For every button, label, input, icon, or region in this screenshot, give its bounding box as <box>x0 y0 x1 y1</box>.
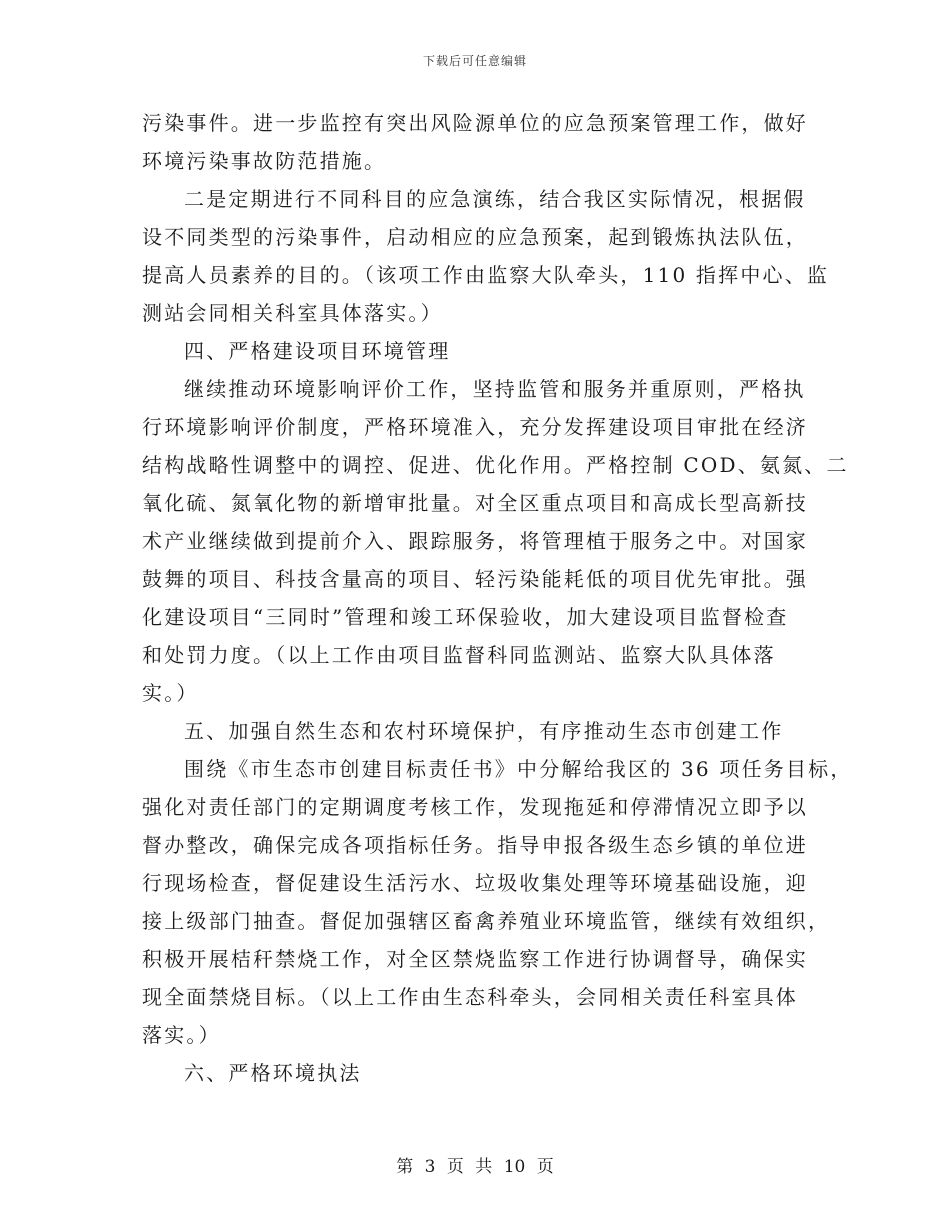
text-line: 落实。） <box>142 1023 221 1047</box>
text-line: 和处罚力度。（以上工作由项目监督科同监测站、监察大队具体落 <box>142 643 776 667</box>
text-line: 结构战略性调整中的调控、促进、优化作用。严格控制 COD、氨氮、二 <box>142 453 849 477</box>
text-line: 二是定期进行不同科目的应急演练，结合我区实际情况，根据假 <box>184 187 806 211</box>
text-line: 接上级部门抽查。督促加强辖区畜禽养殖业环境监管，继续有效组织， <box>142 909 831 933</box>
body-text <box>142 104 853 1092</box>
text-line: 提高人员素养的目的。（该项工作由监察大队牵头，110 指挥中心、监 <box>142 263 830 287</box>
text-line: 术产业继续做到提前介入、跟踪服务，将管理植于服务之中。对国家 <box>142 529 808 553</box>
text-line: 行环境影响评价制度，严格环境准入，充分发挥建设项目审批在经济 <box>142 415 808 439</box>
page-number: 第 3 页 共 10 页 <box>396 1157 554 1177</box>
text-line: 设不同类型的污染事件，启动相应的应急预案，起到锻炼执法队伍， <box>142 225 808 249</box>
text-line: 现全面禁烧目标。（以上工作由生态科牵头，会同相关责任科室具体 <box>142 985 798 1009</box>
text-line: 氧化硫、氮氧化物的新增审批量。对全区重点项目和高成长型高新技 <box>142 491 808 515</box>
section-heading: 六、严格环境执法 <box>184 1061 362 1085</box>
text-line: 行现场检查，督促建设生活污水、垃圾收集处理等环境基础设施，迎 <box>142 871 808 895</box>
section-heading: 五、加强自然生态和农村环境保护，有序推动生态市创建工作 <box>184 719 784 743</box>
text-line: 化建设项目“三同时”管理和竣工环保验收，加大建设项目监督检查 <box>142 605 789 629</box>
text-line: 环境污染事故防范措施。 <box>142 149 387 173</box>
text-line: 积极开展桔秆禁烧工作，对全区禁烧监察工作进行协调督导，确保实 <box>142 947 808 971</box>
text-line: 围绕《市生态市创建目标责任书》中分解给我区的 36 项任务目标， <box>184 757 853 781</box>
header-note: 下载后可任意编辑 <box>422 54 527 68</box>
text-line: 强化对责任部门的定期调度考核工作，发现拖延和停滞情况立即予以 <box>142 795 808 819</box>
text-line: 测站会同相关科室具体落实。） <box>142 301 443 325</box>
text-line: 实。） <box>142 681 199 705</box>
text-line: 继续推动环境影响评价工作，坚持监管和服务并重原则，严格执 <box>184 377 806 401</box>
section-heading: 四、严格建设项目环境管理 <box>184 339 451 363</box>
text-line: 污染事件。进一步监控有突出风险源单位的应急预案管理工作，做好 <box>142 111 808 135</box>
text-line: 督办整改，确保完成各项指标任务。指导申报各级生态乡镇的单位进 <box>142 833 808 857</box>
text-line: 鼓舞的项目、科技含量高的项目、轻污染能耗低的项目优先审批。强 <box>142 567 808 591</box>
